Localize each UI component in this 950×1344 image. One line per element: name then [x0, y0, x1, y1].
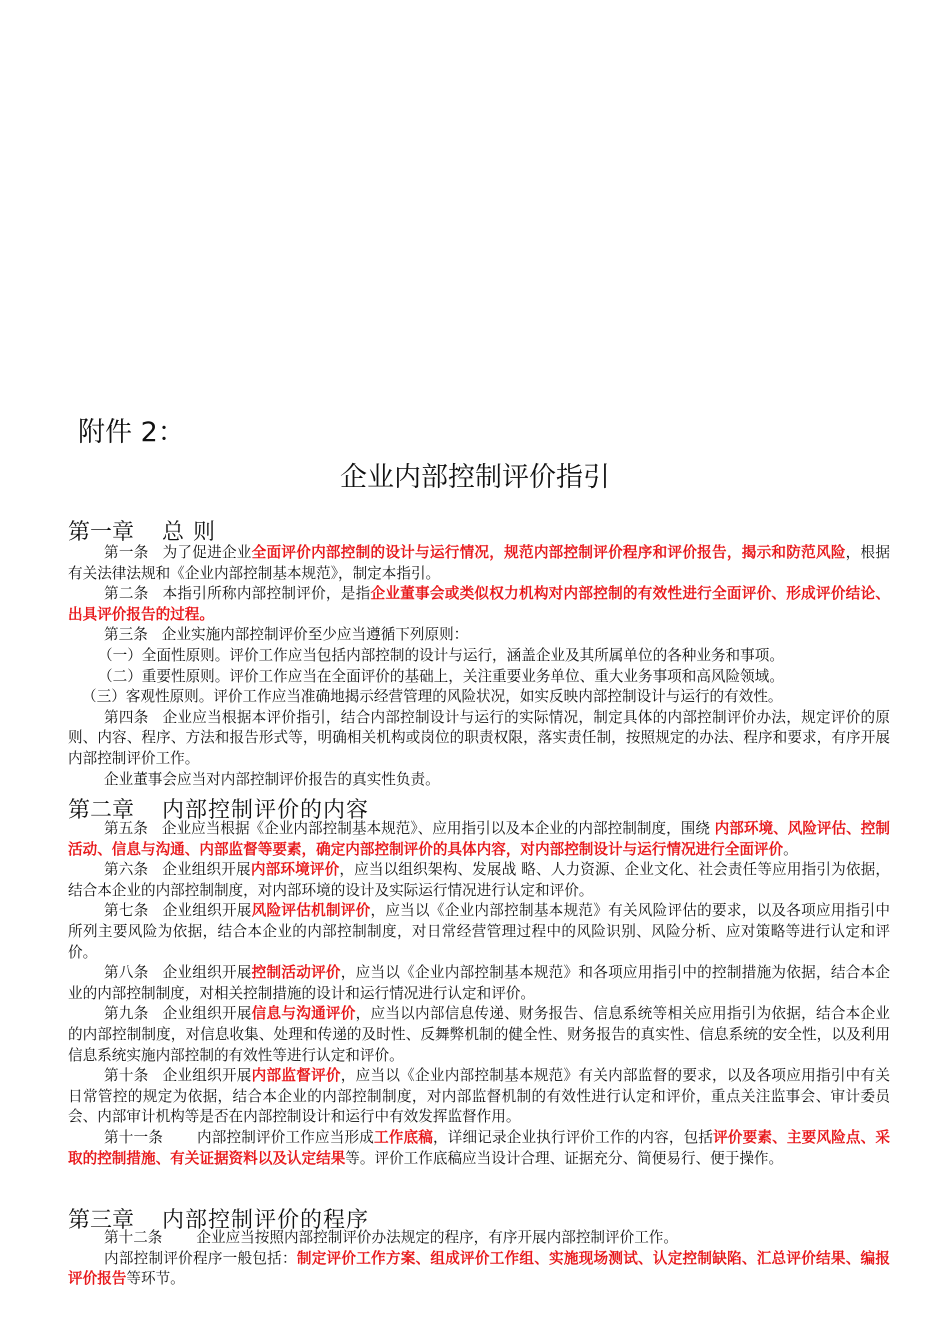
- article-12: 第十二条 企业应当按照内部控制评价办法规定的程序，有序开展内部控制评价工作。: [104, 1229, 678, 1246]
- chapter-3-body: [68, 1228, 890, 1290]
- article-5: 第五条 企业应当根据《企业内部控制基本规范》、应用指引以及本企业的内部控制制度，围绕 内部环境、风险评估、控制活动、信息与沟通、内部监督等要素，确定内部控制评价的具体内容，对内部控制设计与运行情况进行全面评价。: [68, 820, 890, 858]
- board-note: 企业董事会应当对内部控制评价报告的真实性负责。: [104, 770, 440, 788]
- article-11: 第十一条 内部控制评价工作应当形成工作底稿，详细记录企业执行评价工作的内容，包括评价要素、主要风险点、采取的控制措施、有关证据资料以及认定结果等。评价工作底稿应当设计合理、证据充分、简便易行、便于操作。: [68, 1128, 890, 1167]
- article-6: 第六条 企业组织开展内部环境评价，应当以组织架构、发展战 略、人力资源、企业文化、社会责任等应用指引为依据，结合本企业的内部控制制度，对内部环境的设计及实际运行情况进行认定和评价。: [68, 861, 890, 899]
- article-7: 第七条 企业组织开展风险评估机制评价，应当以《企业内部控制基本规范》有关风险评估的要求，以及各项应用指引中所列主要风险为依据，结合本企业的内部控制制度，对日常经营管理过程中的风险识别、风险分析、应对策略等进行认定和评价。: [68, 902, 890, 961]
- chapter-title: 内部控制评价的内容: [162, 798, 370, 823]
- chapter-number: 第二章: [68, 798, 135, 823]
- article-3: 第三条 企业实施内部控制评价至少应当遵循下列原则：: [104, 626, 469, 644]
- principle-1: （一）全面性原则。评价工作应当包括内部控制的设计与运行，涵盖企业及其所属单位的各种业务和事项。: [98, 646, 784, 664]
- article-4: 第四条 企业应当根据本评价指引，结合内部控制设计与运行的实际情况，制定具体的内部控制评价办法，规定评价的原则、内容、程序、方法和报告形式等，明确相关机构或岗位的职责权限，落实责任制，按照规定的办法、程序和要求，有序开展内部控制评价工作。: [68, 708, 890, 767]
- article-2: 第二条 本指引所称内部控制评价，是指企业董事会或类似权力机构对内部控制的有效性进行全面评价、形成评价结论、出具评价报告的过程。: [68, 585, 890, 623]
- chapter-1-body: [68, 543, 890, 790]
- chapter-title: 内部控制评价的程序: [162, 1208, 370, 1233]
- procedure-note: 内部控制评价程序一般包括：制定评价工作方案、组成评价工作组、实施现场测试、认定控制缺陷、汇总评价结果、编报评价报告等环节。: [68, 1249, 890, 1288]
- article-9: 第九条 企业组织开展信息与沟通评价，应当以内部信息传递、财务报告、信息系统等相关应用指引为依据，结合本企业的内部控制制度，对信息收集、处理和传递的及时性、反舞弊机制的健全性、财务报告的真实性、信息系统的安全性，以及利用信息系统实施内部控制的有效性等进行认定和评价。: [68, 1005, 890, 1064]
- principle-3: （三）客观性原则。评价工作应当准确地揭示经营管理的风险状况，如实反映内部控制设计与运行的有效性。: [82, 688, 783, 706]
- article-10: 第十条 企业组织开展内部监督评价，应当以《企业内部控制基本规范》有关内部监督的要求，以及各项应用指引中有关日常管控的规定为依据，结合本企业的内部控制制度，对内部监督机制的有效性进行认定和评价，重点关注监事会、审计委员会、内部审计机构等是否在内部控制设计和运行中有效发挥监督作用。: [68, 1067, 890, 1126]
- principle-2: （二）重要性原则。评价工作应当在全面评价的基础上，关注重要业务单位、重大业务事项和高风险领域。: [98, 667, 784, 685]
- article-1: 第一条 为了促进企业全面评价内部控制的设计与运行情况，规范内部控制评价程序和评价报告，揭示和防范风险，根据有关法律法规和《企业内部控制基本规范》，制定本指引。: [68, 544, 890, 582]
- chapter-heading: [68, 515, 216, 546]
- chapter-number: 第三章: [68, 1208, 135, 1233]
- document-title: 企业内部控制评价指引: [340, 462, 610, 493]
- chapter-2-body: [68, 819, 890, 1169]
- attachment-label: 附件 2：: [78, 417, 185, 448]
- article-8: 第八条 企业组织开展控制活动评价，应当以《企业内部控制基本规范》和各项应用指引中的控制措施为依据，结合本企业的内部控制制度，对相关控制措施的设计和运行情况进行认定和评价。: [68, 964, 890, 1002]
- chapter-title: 总 则: [162, 520, 217, 545]
- chapter-number: 第一章: [68, 520, 135, 545]
